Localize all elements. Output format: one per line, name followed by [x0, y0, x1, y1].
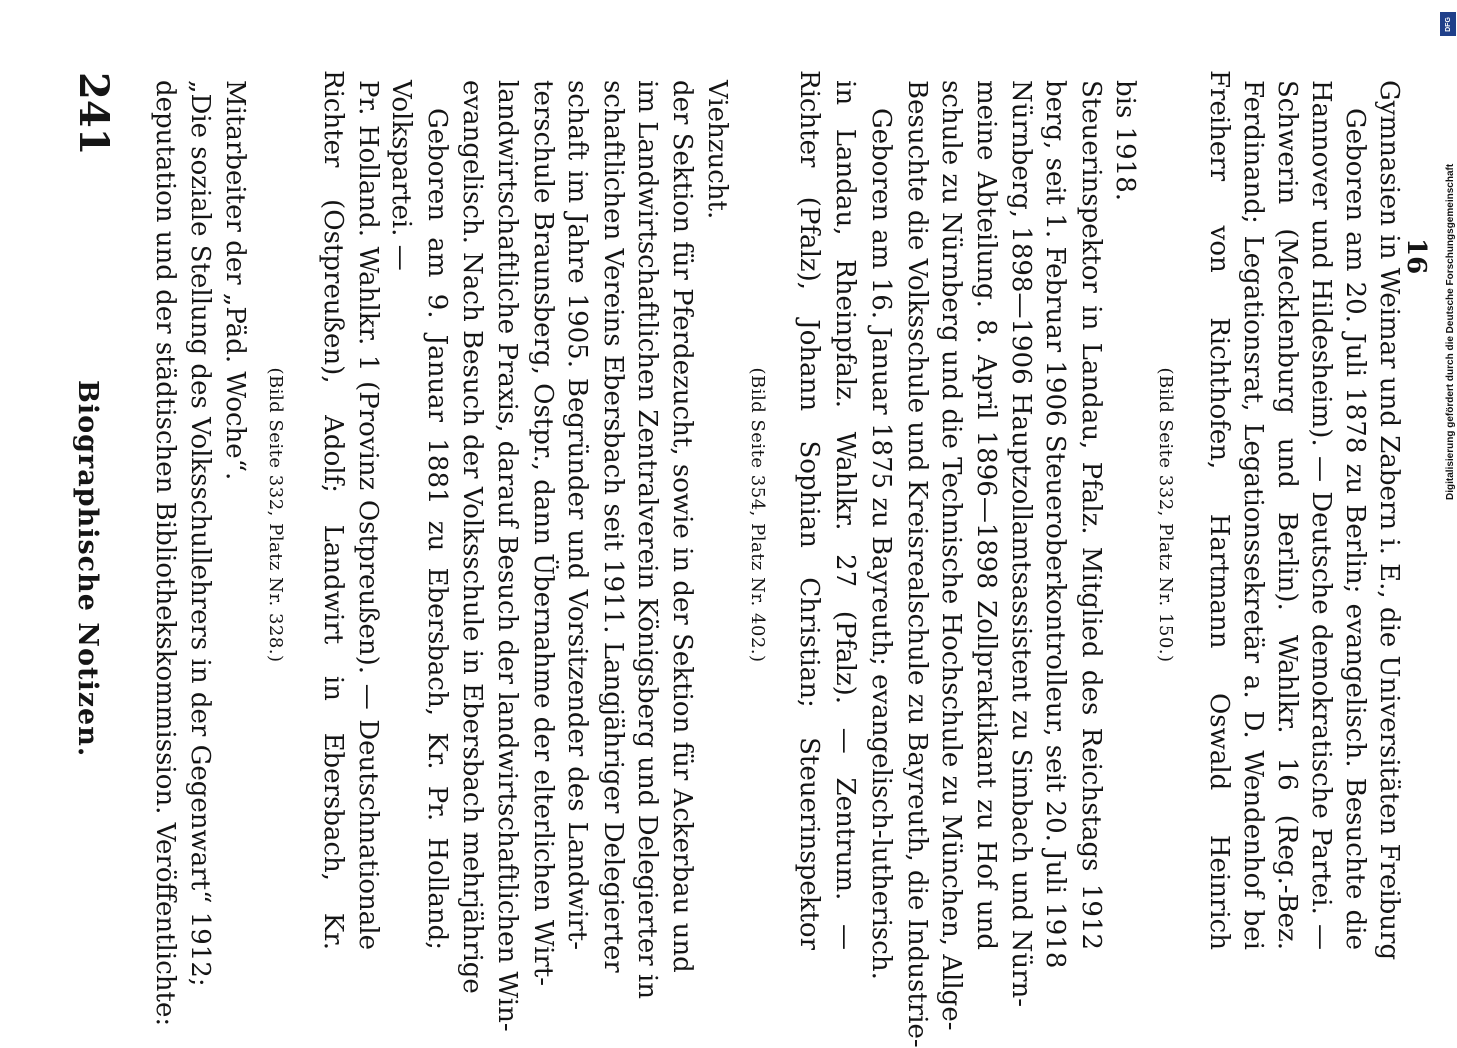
text-line: Mitarbeiter der „Päd. Woche“.	[220, 80, 250, 481]
text-line: meine Abteilung. 8. April 1896—1898 Zollpraktikant zu Hof und	[971, 80, 1001, 950]
entry-heading: Richter (Ostpreußen), Adolf; Landwirt in Ebersbach, Kr.	[318, 70, 348, 950]
text-line: Pr. Holland. Wahlkr. 1 (Provinz Ostpreußen). — Deutschnationale	[353, 80, 383, 950]
text-line: Gymnasien in Weimar und Zabern i. E., die Universitäten Freiburg	[1374, 80, 1404, 961]
image-reference: (Bild Seite 354, Platz Nr. 402.)	[747, 367, 768, 663]
text-line: bis 1918.	[1110, 80, 1140, 201]
text-line: berg, seit 1. Februar 1906 Steueroberkontrolleur, seit 20. Juli 1918	[1040, 80, 1070, 969]
text-line: deputation und der städtischen Bibliothekskommission. Veröffentlichte:	[150, 80, 180, 1027]
text-line: Ferdinand; Legationsrat, Legationssekretär a. D. Wendenhof bei	[1238, 80, 1268, 950]
text-line: Viehzucht.	[702, 80, 732, 220]
text-line: Geboren am 9. Januar 1881 zu Ebersbach, Kr. Pr. Holland;	[422, 108, 452, 950]
text-line: Volkspartei. —	[386, 80, 416, 271]
image-reference: (Bild Seite 332, Platz Nr. 150.)	[1155, 367, 1176, 663]
text-line: Nürnberg, 1898—1906 Hauptzollamtsassistent zu Simbach und Nürn-	[1006, 80, 1036, 1008]
text-line: Besuchte die Volksschule und Kreisrealschule zu Bayreuth, die Industrie-	[902, 80, 932, 1048]
text-line: „Die soziale Stellung des Volksschullehrers in der Gegenwart“ 1912;	[185, 80, 215, 987]
text-line: Schwerin (Mecklenburg und Berlin). Wahlkr. 16 (Reg.-Bez.	[1272, 80, 1302, 950]
text-line: schaft im Jahre 1905. Begründer und Vorsitzender des Landwirt-	[562, 80, 592, 950]
page-number: 241	[70, 72, 117, 156]
signature-number: 16	[1401, 238, 1431, 275]
image-reference: (Bild Seite 332, Platz Nr. 328.)	[265, 367, 286, 663]
digitization-note: Digitalisierung gefördert durch die Deutsche Forschungsgemeinschaft	[1445, 163, 1456, 500]
dfg-logo	[1440, 12, 1456, 36]
page-title: Biographische Notizen.	[72, 380, 103, 758]
text-line: der Sektion für Pferdezucht, sowie in der Sektion für Ackerbau und	[667, 80, 697, 973]
text-line: Geboren am 20. Juli 1878 zu Berlin; evangelisch. Besuchte die	[1340, 108, 1370, 950]
text-line: im Landwirtschaftlichen Zentralverein Königsberg und Delegierter in	[632, 80, 662, 999]
text-line: terschule Braunsberg, Ostpr., dann Übernahme der elterlichen Wirt-	[528, 80, 558, 987]
text-line: in Landau, Rheinpfalz. Wahlkr. 27 (Pfalz). — Zentrum. —	[830, 80, 860, 950]
text-line: landwirtschaftliche Praxis, darauf Besuch der landwirtschaftlichen Win-	[492, 80, 522, 1032]
text-line: schaftlichen Vereins Ebersbach seit 1911. Langjähriger Delegierter	[598, 80, 628, 973]
text-line: schule zu Nürnberg und die Technische Hochschule zu München, Allge-	[936, 80, 966, 1031]
text-line: Hannover und Hildesheim). — Deutsche demokratische Partei. —	[1306, 80, 1336, 950]
entry-heading: Richter (Pfalz), Johann Sophian Christian; Steuerinspektor	[794, 70, 824, 950]
dfg-logo-text: DFG	[1444, 16, 1452, 32]
entry-heading: Freiherr von Richthofen, Hartmann Oswald Heinrich	[1204, 70, 1234, 950]
text-line: Steuerinspektor in Landau, Pfalz. Mitglied des Reichstags 1912	[1076, 80, 1106, 950]
text-line: evangelisch. Nach Besuch der Volksschule in Ebersbach mehrjährige	[457, 80, 487, 994]
text-line: Geboren am 16. Januar 1875 zu Bayreuth; evangelisch-lutherisch.	[866, 108, 896, 980]
